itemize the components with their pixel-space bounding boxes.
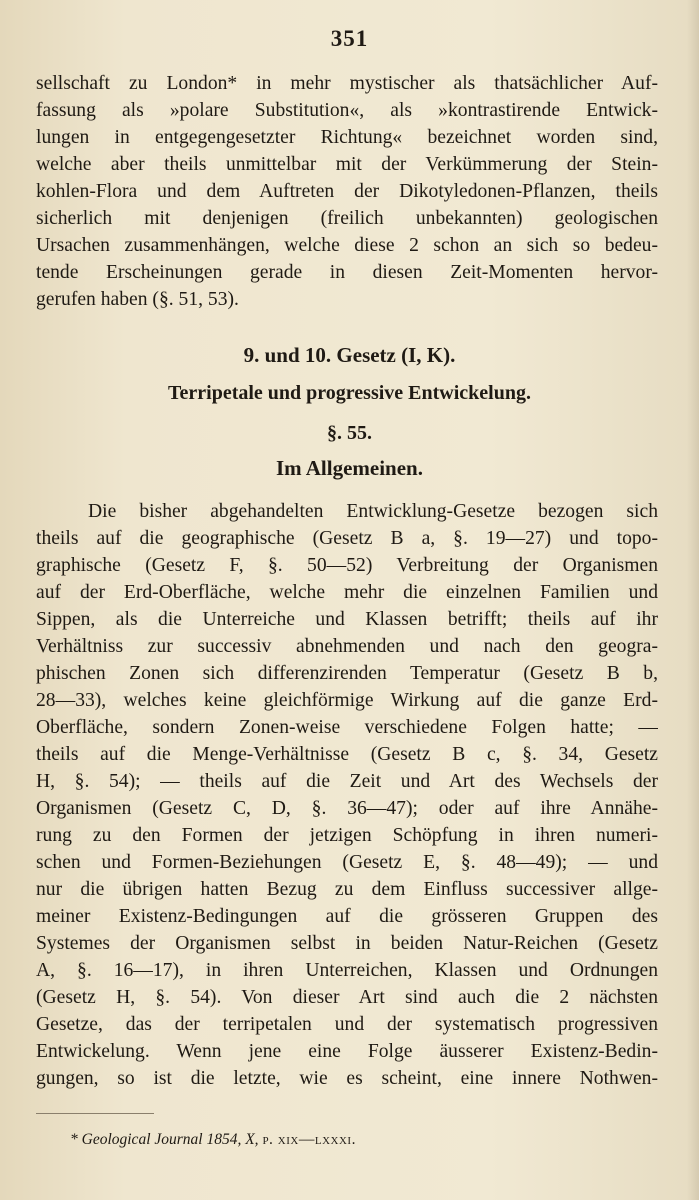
text-line: rung zu den Formen der jetzigen Schöpfung in ihren numeri- [36, 825, 658, 846]
text-line: theils auf die Menge-Verhältnisse (Gesetz B c, §. 34, Gesetz [36, 744, 658, 765]
text-line: theils auf die geographische (Gesetz B a, §. 19—27) und topo- [36, 528, 658, 549]
text-line: fassung als »polare Substitution«, als »kontrastirende Entwick- [36, 100, 658, 121]
text-line: gungen, so ist die letzte, wie es scheint, eine innere Nothwen- [36, 1068, 658, 1089]
text-line: A, §. 16—17), in ihren Unterreichen, Klassen und Ordnungen [36, 960, 658, 981]
text-line: schen und Formen-Beziehungen (Gesetz E, §. 48—49); — und [36, 852, 658, 873]
text-line: sellschaft zu London* in mehr mystischer als thatsächlicher Auf- [36, 73, 658, 94]
text-line: Oberfläche, sondern Zonen-weise verschiedene Folgen hatte; — [36, 717, 658, 738]
text-line: meiner Existenz-Bedingungen auf die grösseren Gruppen des [36, 906, 658, 927]
text-line: Gesetze, das der terripetalen und der systematisch progressiven [36, 1014, 658, 1035]
text-line: gerufen haben (§. 51, 53). [36, 289, 239, 310]
text-line: tende Erscheinungen gerade in diesen Zeit-Momenten hervor- [36, 262, 658, 283]
text-line: H, §. 54); — theils auf die Zeit und Art des Wechsels der [36, 771, 658, 792]
paragraph-title: Im Allgemeinen. [276, 456, 423, 480]
paragraph-number: §. 55. [327, 422, 372, 444]
text-line: graphische (Gesetz F, §. 50—52) Verbreitung der Organismen [36, 555, 658, 576]
text-line: sicherlich mit denjenigen (freilich unbekannten) geologischen [36, 208, 658, 229]
text-line: Systemes der Organismen selbst in beiden Natur-Reichen (Gesetz [36, 933, 658, 954]
section-heading: 9. und 10. Gesetz (I, K). [243, 343, 456, 367]
text-line: welche aber theils unmittelbar mit der Verkümmerung der Stein- [36, 154, 658, 175]
page-number: 351 [330, 26, 369, 51]
text-line: Ursachen zusammenhängen, welche diese 2 schon an sich so bedeu- [36, 235, 658, 256]
text-line: Entwickelung. Wenn jene eine Folge äusserer Existenz-Bedin- [36, 1041, 658, 1062]
text-line: Die bisher abgehandelten Entwicklung-Gesetze bezogen sich [88, 501, 658, 522]
text-line: Sippen, als die Unterreiche und Klassen betrifft; theils auf ihr [36, 609, 658, 630]
text-line: Verhältniss zur successiv abnehmenden und nach den geogra- [36, 636, 658, 657]
text-line: auf der Erd-Oberfläche, welche mehr die einzelnen Familien und [36, 582, 658, 603]
text-line: lungen in entgegengesetzter Richtung« bezeichnet worden sind, [36, 127, 658, 148]
text-line: nur die übrigen hatten Bezug zu dem Einfluss successiver allge- [36, 879, 658, 900]
footnote-journal: Geological Journal 1854, X, [81, 1131, 259, 1148]
page-edge-shadow [687, 0, 699, 1200]
text-line: phischen Zonen sich differenzirenden Temperatur (Gesetz B b, [36, 663, 658, 684]
text-line: 28—33), welches keine gleichförmige Wirkung auf die ganze Erd- [36, 690, 658, 711]
footnote-pages: p. xix—lxxxi. [262, 1131, 356, 1148]
footnote-mark: * [70, 1131, 78, 1148]
footnote-rule [36, 1113, 154, 1114]
text-line: kohlen-Flora und dem Auftreten der Dikotyledonen-Pflanzen, theils [36, 181, 658, 202]
section-subheading: Terripetale und progressive Entwickelung. [168, 382, 531, 404]
text-line: Organismen (Gesetz C, D, §. 36—47); oder auf ihre Annähe- [36, 798, 658, 819]
footnote [70, 1131, 356, 1149]
text-line: (Gesetz H, §. 54). Von dieser Art sind auch die 2 nächsten [36, 987, 658, 1008]
